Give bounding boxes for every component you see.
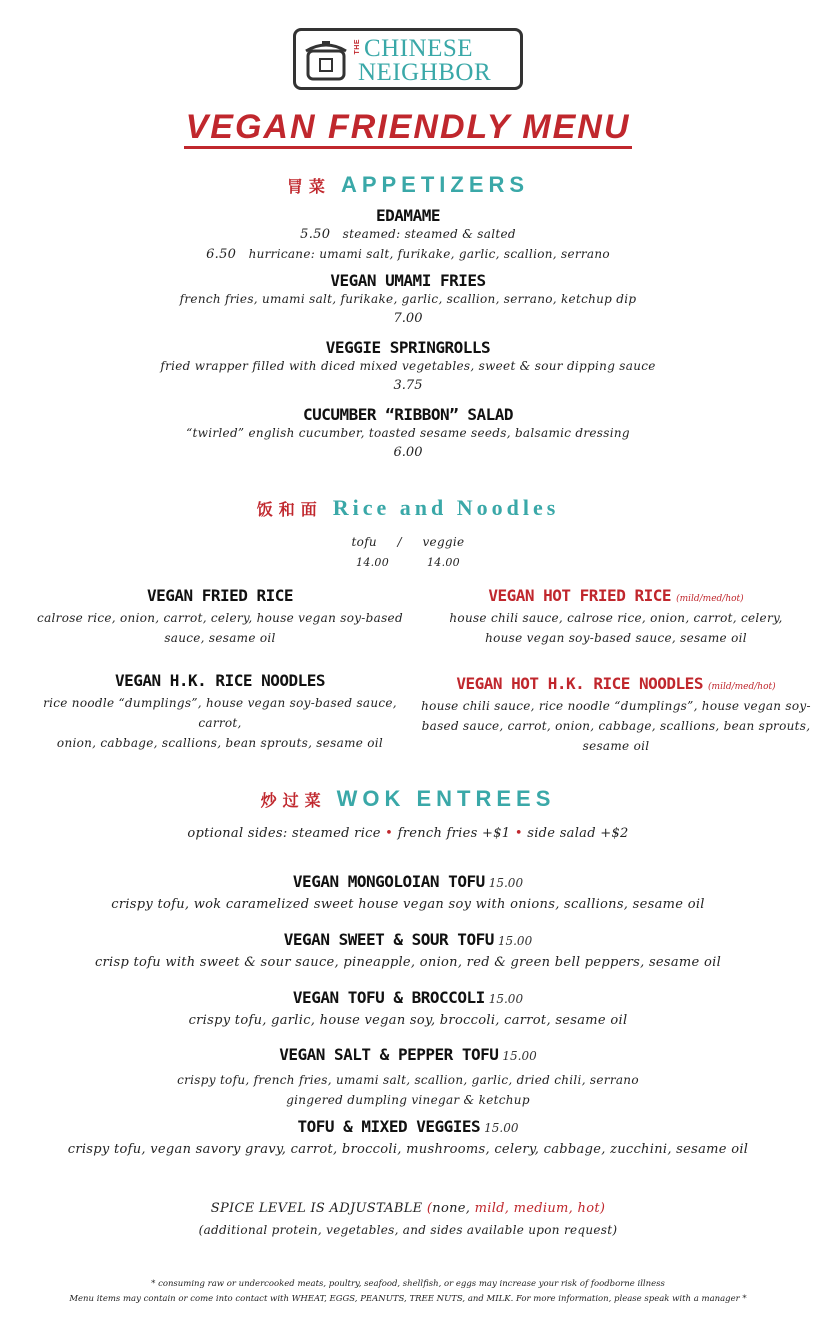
- item-name: VEGAN HOT FRIED RICE (mild/med/hot): [488, 586, 744, 605]
- item-name: VEGAN H.K. RICE NOODLES: [114, 671, 326, 690]
- logo-line2: NEIGHBOR: [358, 59, 492, 86]
- item-name: TOFU & MIXED VEGGIES 15.00: [297, 1117, 519, 1136]
- item-desc: calrose rice, onion, carrot, celery, house vegan soy-based sauce, sesame oil: [37, 611, 403, 645]
- footer-warning: * consuming raw or undercooked meats, poultry, seafood, shellfish, or eggs may increase your risk of foodborne illness: [151, 1279, 665, 1289]
- item-name: VEGAN FRIED RICE: [146, 586, 294, 605]
- item-price: 6.00: [393, 445, 423, 460]
- item-desc: house chili sauce, rice noodle “dumplings”, house vegan soy- based sauce, carrot, onion, cabbage, scallions, bean sprouts, sesame oil: [421, 699, 811, 753]
- item-name: VEGAN UMAMI FRIES: [330, 271, 486, 290]
- item-name: VEGGIE SPRINGROLLS: [325, 338, 491, 357]
- footer-allergen: Menu items may contain or come into contact with WHEAT, EGGS, PEANUTS, TREE NUTS, and MILK. For more information, please speak with a manager *: [69, 1294, 747, 1304]
- rice-item: [22, 586, 418, 648]
- item-desc: fried wrapper filled with diced mixed vegetables, sweet & sour dipping sauce: [160, 359, 656, 373]
- item-name: CUCUMBER “RIBBON” SALAD: [302, 405, 514, 424]
- item-desc: house chili sauce, calrose rice, onion, carrot, celery, house vegan soy-based sauce, sesame oil: [449, 611, 783, 645]
- wok-entrees-heading: 炒过菜 WOK ENTREES: [260, 786, 556, 811]
- item-price: 3.75: [393, 378, 423, 393]
- rice-item: [418, 586, 814, 648]
- logo-line1: CHINESE: [364, 35, 474, 62]
- item-desc: rice noodle “dumplings”, house vegan soy-based sauce, carrot, onion, cabbage, scallions, bean sprouts, sesame oil: [43, 696, 397, 750]
- price-header: tofu / veggie: [351, 535, 465, 549]
- item-desc: crispy tofu, garlic, house vegan soy, broccoli, carrot, sesame oil: [188, 1013, 628, 1028]
- additional-note: (additional protein, vegetables, and sides available upon request): [198, 1223, 618, 1237]
- item-name: VEGAN TOFU & BROCCOLI 15.00: [292, 988, 524, 1007]
- logo-the: THE: [354, 39, 361, 55]
- item-name: VEGAN HOT H.K. RICE NOODLES (mild/med/hot): [456, 674, 776, 693]
- spice-note: SPICE LEVEL IS ADJUSTABLE (none, mild, medium, hot): [210, 1201, 606, 1216]
- rice-item: [418, 674, 814, 756]
- item-desc: crisp tofu with sweet & sour sauce, pineapple, onion, red & green bell peppers, sesame oil: [94, 955, 722, 970]
- item-desc: crispy tofu, wok caramelized sweet house vegan soy with onions, scallions, sesame oil: [111, 897, 705, 912]
- item-name: EDAMAME: [376, 206, 440, 225]
- item-desc: 6.50 hurricane: umami salt, furikake, garlic, scallion, serrano: [206, 247, 610, 262]
- item-desc: “twirled” english cucumber, toasted sesame seeds, balsamic dressing: [186, 426, 630, 440]
- rice-item: [22, 671, 418, 753]
- item-price: 7.00: [393, 311, 423, 326]
- optional-sides: optional sides: steamed rice • french fries +$1 • side salad +$2: [187, 826, 629, 841]
- item-name: VEGAN SALT & PEPPER TOFU 15.00: [279, 1045, 537, 1064]
- item-name: VEGAN MONGOLOIAN TOFU 15.00: [292, 872, 524, 891]
- item-name: VEGAN SWEET & SOUR TOFU 15.00: [283, 930, 533, 949]
- item-desc: crispy tofu, french fries, umami salt, scallion, garlic, dried chili, serrano gingered dumpling vinegar & ketchup: [177, 1073, 639, 1107]
- restaurant-logo: [293, 28, 523, 90]
- rice-cooker-icon: [302, 37, 350, 83]
- price-header-values: 14.00 14.00: [356, 556, 460, 569]
- rice-noodles-heading: 饭和面 Rice and Noodles: [256, 495, 560, 520]
- item-desc: crispy tofu, vegan savory gravy, carrot, broccoli, mushrooms, celery, cabbage, zucchini, sesame oil: [67, 1142, 749, 1157]
- item-desc: french fries, umami salt, furikake, garlic, scallion, serrano, ketchup dip: [179, 292, 637, 306]
- appetizers-heading: 冐菜 APPETIZERS: [286, 172, 530, 197]
- menu-title: VEGAN FRIENDLY MENU: [0, 108, 816, 147]
- item-desc: 5.50 steamed: steamed & salted: [300, 227, 516, 242]
